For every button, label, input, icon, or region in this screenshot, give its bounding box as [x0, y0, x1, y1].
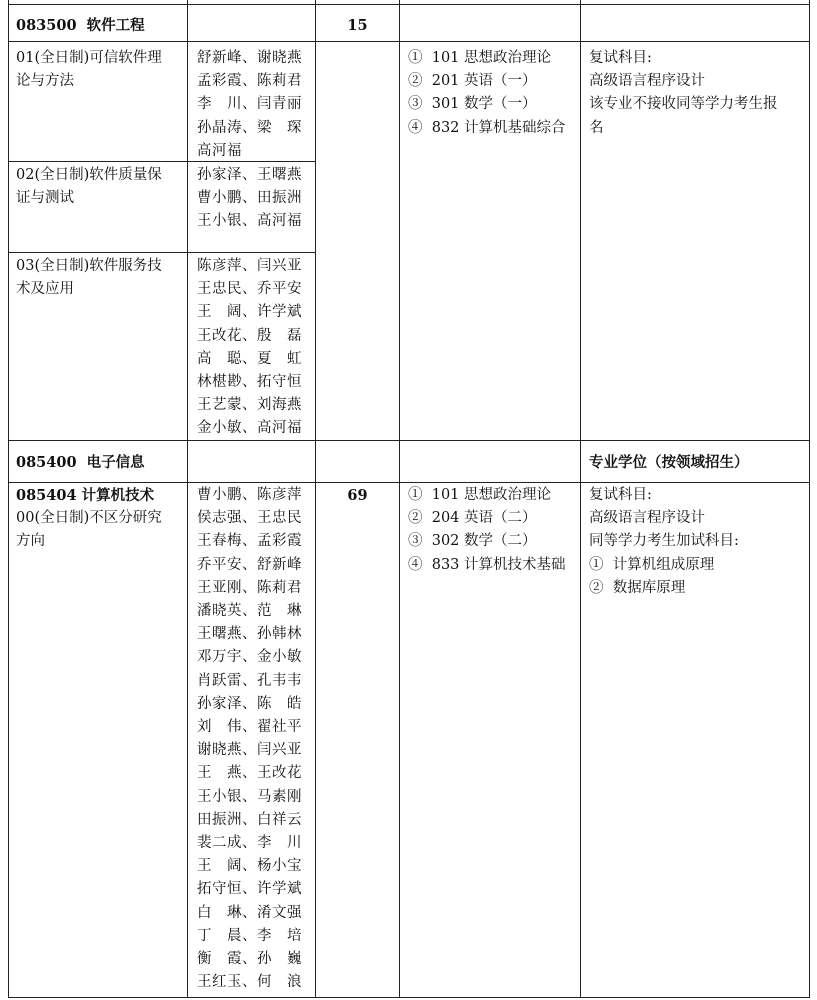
exam-subject: ② 204 英语（二） [408, 510, 537, 527]
exam-subject: ② 201 英语（一） [408, 73, 537, 90]
supervisor-line: 曹小鹏、陈彦萍 [197, 487, 302, 503]
direction-01 [16, 47, 162, 93]
direction-line: 证与测试 [16, 190, 74, 207]
notes-083500 [589, 47, 778, 140]
column-divider [580, 0, 581, 998]
supervisor-line: 白 琳、淆文强 [197, 904, 302, 921]
quota-value: 69 [347, 487, 368, 504]
supervisor-line: 王小银、高河福 [197, 213, 302, 230]
column-divider [187, 0, 188, 998]
supervisor-line: 王小银、马素刚 [197, 788, 302, 805]
direction-line: 03(全日制)软件服务技 [16, 258, 162, 274]
note-line: 名 [589, 119, 604, 136]
supervisor-line: 舒新峰、谢晓燕 [197, 50, 302, 66]
supervisor-line: 王忠民、乔平安 [197, 281, 302, 298]
direction-line: 00(全日制)不区分研究 [16, 510, 162, 527]
exam-subjects-085404 [408, 484, 566, 577]
supervisor-line: 孟彩霞、陈莉君 [197, 73, 302, 90]
direction-line: 01(全日制)可信软件理 [16, 50, 162, 66]
exam-subject: ③ 302 数学（二） [408, 533, 537, 550]
supervisor-line: 衡 霞、孙 巍 [197, 951, 302, 968]
supervisor-line: 侯志强、王忠民 [197, 510, 302, 527]
supervisor-line: 林椹尠、拓守恒 [197, 374, 302, 391]
quota-value: 15 [347, 17, 368, 34]
column-divider [399, 0, 400, 998]
supervisor-line: 王 阔、杨小宝 [197, 858, 302, 875]
supervisor-line: 裴二成、李 川 [197, 835, 302, 852]
note-line: ② 数据库原理 [589, 579, 686, 596]
major-code-name: 085400 电子信息 [16, 454, 145, 471]
supervisor-line: 邓万宇、金小敏 [197, 649, 302, 666]
supervisor-line: 丁 晨、李 培 [197, 927, 302, 944]
supervisor-line: 王改花、殷 磊 [197, 327, 302, 344]
supervisor-line: 高河福 [197, 142, 242, 159]
supervisor-line: 王曙燕、孙韩林 [197, 626, 302, 643]
supervisor-line: 肖跃雷、孔韦韦 [197, 672, 302, 689]
supervisors-01 [197, 47, 302, 163]
supervisor-line: 谢晓燕、闫兴亚 [197, 742, 302, 759]
supervisor-line: 金小敏、高河福 [197, 420, 302, 437]
column-divider [809, 0, 810, 998]
note-line: 高级语言程序设计 [589, 510, 705, 527]
supervisor-line: 孙家泽、陈 皓 [197, 695, 302, 712]
supervisor-line: 潘晓英、范 琳 [197, 603, 302, 620]
direction-02 [16, 164, 162, 210]
direction-085404 [16, 484, 162, 554]
notes-085404 [589, 484, 739, 600]
note-line: 该专业不接收同等学力考生报 [589, 96, 778, 113]
degree-type-note: 专业学位（按领域招生） [589, 454, 749, 471]
supervisor-line: 拓守恒、许学斌 [197, 881, 302, 898]
supervisors-03 [197, 255, 302, 441]
direction-line: 术及应用 [16, 281, 74, 298]
note-line: 高级语言程序设计 [589, 73, 705, 90]
supervisor-line: 乔平安、舒新峰 [197, 556, 302, 573]
note-line: ① 计算机组成原理 [589, 556, 715, 573]
supervisor-line: 王春梅、孟彩霞 [197, 533, 302, 550]
note-line: 同等学力考生加试科目: [589, 533, 739, 550]
direction-line: 085404 计算机技术 [16, 487, 155, 504]
supervisor-line: 刘 伟、翟社平 [197, 719, 302, 736]
supervisor-line: 曹小鹏、田振洲 [197, 190, 302, 207]
table-border-top [8, 4, 810, 5]
direction-line: 论与方法 [16, 73, 74, 90]
supervisor-line: 王艺蒙、刘海燕 [197, 397, 302, 414]
note-line: 复试科目: [589, 50, 652, 66]
row-divider [8, 440, 810, 441]
supervisor-line: 高 聪、夏 虹 [197, 350, 302, 367]
direction-line: 02(全日制)软件质量保 [16, 167, 162, 183]
exam-subject: ④ 832 计算机基础综合 [408, 119, 566, 136]
supervisors-02 [197, 164, 302, 234]
supervisor-line: 陈彦萍、闫兴亚 [197, 258, 302, 274]
supervisor-line: 李 川、闫青丽 [197, 96, 302, 113]
major-code-name: 083500 软件工程 [16, 17, 145, 34]
supervisor-line: 孙晶涛、梁 琛 [197, 119, 302, 136]
exam-subject: ① 101 思想政治理论 [408, 50, 552, 66]
supervisor-line: 田振洲、白祥云 [197, 811, 302, 828]
note-line: 复试科目: [589, 487, 652, 503]
supervisor-line: 王红玉、何 浪 [197, 974, 302, 991]
supervisor-line: 王亚刚、陈莉君 [197, 579, 302, 596]
exam-subject: ④ 833 计算机技术基础 [408, 556, 566, 573]
supervisors-085404 [197, 484, 302, 994]
exam-subject: ③ 301 数学（一） [408, 96, 537, 113]
exam-subject: ① 101 思想政治理论 [408, 487, 552, 503]
row-divider [8, 252, 315, 253]
column-divider [8, 0, 9, 998]
direction-03 [16, 255, 162, 301]
supervisor-line: 王 阔、许学斌 [197, 304, 302, 321]
direction-line: 方向 [16, 533, 45, 550]
table-border-bottom [8, 997, 810, 998]
exam-subjects-083500 [408, 47, 566, 140]
supervisor-line: 孙家泽、王曙燕 [197, 167, 302, 183]
row-divider [8, 41, 810, 42]
supervisor-line: 王 燕、王改花 [197, 765, 302, 782]
row-divider [8, 482, 810, 483]
